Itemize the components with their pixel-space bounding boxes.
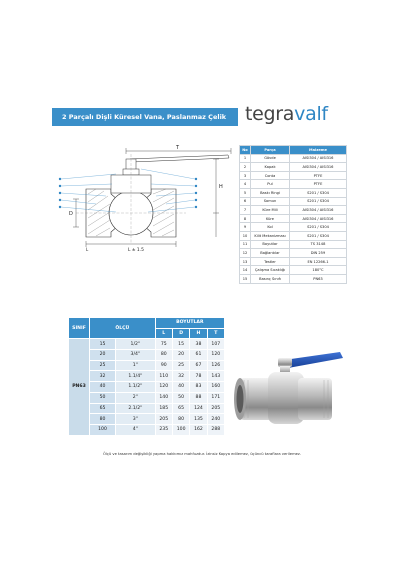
parts-table-header bbox=[240, 146, 347, 155]
parts-material-cell: S201 / S304 bbox=[290, 188, 347, 197]
l-value-cell: 185 bbox=[155, 403, 172, 414]
dims-col-t: T bbox=[207, 328, 224, 339]
parts-material-cell: 180°C bbox=[290, 266, 347, 275]
inch-size-cell: 3" bbox=[115, 414, 155, 425]
inch-size-cell: 1.1/2" bbox=[115, 382, 155, 393]
d-value-cell: 65 bbox=[172, 403, 189, 414]
parts-material-cell: DIN 259 bbox=[290, 249, 347, 258]
dims-table-row bbox=[69, 360, 225, 371]
dim-label-t: T bbox=[176, 145, 180, 151]
parts-no-cell: 4 bbox=[240, 180, 251, 189]
d-value-cell: 20 bbox=[172, 350, 189, 361]
parts-name-cell: Kapak bbox=[251, 163, 290, 172]
dims-table-row bbox=[69, 403, 225, 414]
parts-name-cell: Basınç Sınıfı bbox=[251, 274, 290, 283]
parts-table-row bbox=[240, 180, 347, 189]
dims-table-row bbox=[69, 371, 225, 382]
parts-no-cell: 8 bbox=[240, 214, 251, 223]
h-value-cell: 67 bbox=[190, 360, 207, 371]
inch-size-cell: 2" bbox=[115, 392, 155, 403]
l-value-cell: 90 bbox=[155, 360, 172, 371]
dn-cell: 32 bbox=[90, 371, 116, 382]
parts-material-cell: PTFE bbox=[290, 171, 347, 180]
parts-material-cell: EN 12266-1 bbox=[290, 257, 347, 266]
parts-table-row bbox=[240, 266, 347, 275]
parts-name-cell: Testler bbox=[251, 257, 290, 266]
parts-no-cell: 7 bbox=[240, 206, 251, 215]
parts-no-cell: 15 bbox=[240, 274, 251, 283]
parts-table-row bbox=[240, 163, 347, 172]
inch-size-cell: 3/4" bbox=[115, 350, 155, 361]
dn-cell: 20 bbox=[90, 350, 116, 361]
t-value-cell: 205 bbox=[207, 403, 224, 414]
dims-col-class: SINIF bbox=[69, 318, 90, 339]
parts-table-row bbox=[240, 274, 347, 283]
t-value-cell: 126 bbox=[207, 360, 224, 371]
d-value-cell: 15 bbox=[172, 339, 189, 350]
inch-size-cell: 1" bbox=[115, 360, 155, 371]
dim-label-d: D bbox=[69, 211, 73, 217]
parts-material-cell: S201 / S304 bbox=[290, 231, 347, 240]
h-value-cell: 61 bbox=[190, 350, 207, 361]
parts-no-cell: 3 bbox=[240, 171, 251, 180]
parts-table-row bbox=[240, 257, 347, 266]
l-value-cell: 110 bbox=[155, 371, 172, 382]
parts-name-cell: Baskı Ringi bbox=[251, 188, 290, 197]
dims-col-h: H bbox=[190, 328, 207, 339]
parts-no-cell: 14 bbox=[240, 266, 251, 275]
parts-name-cell: Pul bbox=[251, 180, 290, 189]
parts-name-cell: Çalışma Sıcaklığı bbox=[251, 266, 290, 275]
dim-label-h: H bbox=[219, 184, 223, 190]
parts-no-cell: 5 bbox=[240, 188, 251, 197]
h-value-cell: 135 bbox=[190, 414, 207, 425]
parts-name-cell: Conta bbox=[251, 171, 290, 180]
dims-col-d: D bbox=[172, 328, 189, 339]
copyright-footnote: Ölçü ve tasarım değişikliği yapma hakkımız mahfuzdur. İzinsiz Kopya edilemez, üçüncü taraflara verilemez. bbox=[102, 452, 302, 456]
catalog-sheet bbox=[52, 96, 352, 466]
parts-material-table bbox=[239, 145, 347, 284]
dimensions-table bbox=[68, 317, 225, 436]
inch-size-cell: 2.1/2" bbox=[115, 403, 155, 414]
parts-name-cell: Bağlantılar bbox=[251, 249, 290, 258]
t-value-cell: 107 bbox=[207, 339, 224, 350]
l-value-cell: 140 bbox=[155, 392, 172, 403]
inch-size-cell: 1/2" bbox=[115, 339, 155, 350]
parts-material-cell: AISI304 / AISI316 bbox=[290, 154, 347, 163]
parts-table-row bbox=[240, 171, 347, 180]
dn-cell: 65 bbox=[90, 403, 116, 414]
parts-no-cell: 1 bbox=[240, 154, 251, 163]
parts-table-row bbox=[240, 249, 347, 258]
parts-no-cell: 11 bbox=[240, 240, 251, 249]
t-value-cell: 143 bbox=[207, 371, 224, 382]
parts-no-cell: 2 bbox=[240, 163, 251, 172]
l-value-cell: 205 bbox=[155, 414, 172, 425]
dims-table-row bbox=[69, 414, 225, 425]
pressure-class-cell: PN63 bbox=[69, 339, 90, 435]
dims-col-size: ÖLÇÜ bbox=[90, 318, 156, 339]
product-title-banner: 2 Parçalı Dişli Küresel Vana, Paslanmaz Çelik bbox=[52, 108, 238, 126]
d-value-cell: 80 bbox=[172, 414, 189, 425]
dim-label-l-tolerance: L ± 1.5 bbox=[128, 248, 144, 253]
dn-cell: 50 bbox=[90, 392, 116, 403]
parts-table-row bbox=[240, 214, 347, 223]
parts-material-cell: PTFE bbox=[290, 180, 347, 189]
l-value-cell: 80 bbox=[155, 350, 172, 361]
inch-size-cell: 1.1/4" bbox=[115, 371, 155, 382]
h-value-cell: 83 bbox=[190, 382, 207, 393]
parts-material-cell: TS 3148 bbox=[290, 240, 347, 249]
parts-table-row bbox=[240, 206, 347, 215]
dims-header-row-1 bbox=[69, 318, 225, 329]
dims-table-row bbox=[69, 424, 225, 435]
parts-material-cell: AISI304 / AISI316 bbox=[290, 214, 347, 223]
parts-name-cell: Gövde bbox=[251, 154, 290, 163]
h-value-cell: 162 bbox=[190, 424, 207, 435]
dims-table-row bbox=[69, 392, 225, 403]
parts-table-row bbox=[240, 231, 347, 240]
dn-cell: 100 bbox=[90, 424, 116, 435]
parts-col-no: No bbox=[240, 146, 251, 155]
dims-table-row bbox=[69, 382, 225, 393]
parts-material-cell: S201 / S304 bbox=[290, 197, 347, 206]
d-value-cell: 32 bbox=[172, 371, 189, 382]
d-value-cell: 25 bbox=[172, 360, 189, 371]
t-value-cell: 120 bbox=[207, 350, 224, 361]
d-value-cell: 40 bbox=[172, 382, 189, 393]
h-value-cell: 78 bbox=[190, 371, 207, 382]
dims-col-dimensions: BOYUTLAR bbox=[155, 318, 224, 329]
parts-material-cell: AISI304 / AISI316 bbox=[290, 163, 347, 172]
d-value-cell: 50 bbox=[172, 392, 189, 403]
t-value-cell: 171 bbox=[207, 392, 224, 403]
l-value-cell: 120 bbox=[155, 382, 172, 393]
dn-cell: 25 bbox=[90, 360, 116, 371]
h-value-cell: 124 bbox=[190, 403, 207, 414]
parts-material-cell: AISI304 / AISI316 bbox=[290, 206, 347, 215]
dims-table-row bbox=[69, 350, 225, 361]
valve-technical-drawing bbox=[56, 144, 236, 264]
parts-name-cell: Kol bbox=[251, 223, 290, 232]
parts-name-cell: Somun bbox=[251, 197, 290, 206]
parts-material-cell: PN63 bbox=[290, 274, 347, 283]
parts-no-cell: 6 bbox=[240, 197, 251, 206]
parts-col-part: Parça bbox=[251, 146, 290, 155]
parts-table-row bbox=[240, 154, 347, 163]
dn-cell: 80 bbox=[90, 414, 116, 425]
parts-table-row bbox=[240, 197, 347, 206]
parts-no-cell: 13 bbox=[240, 257, 251, 266]
brand-logo: tegravalf bbox=[245, 103, 328, 125]
parts-name-cell: Kilit Mekanizması bbox=[251, 231, 290, 240]
parts-table-row bbox=[240, 188, 347, 197]
dn-cell: 40 bbox=[90, 382, 116, 393]
parts-col-material: Malzeme bbox=[290, 146, 347, 155]
h-value-cell: 38 bbox=[190, 339, 207, 350]
parts-name-cell: Küre bbox=[251, 214, 290, 223]
t-value-cell: 240 bbox=[207, 414, 224, 425]
valve-product-photo bbox=[232, 346, 347, 436]
parts-no-cell: 9 bbox=[240, 223, 251, 232]
parts-material-cell: S201 / S304 bbox=[290, 223, 347, 232]
d-value-cell: 100 bbox=[172, 424, 189, 435]
parts-table-row bbox=[240, 223, 347, 232]
dn-cell: 15 bbox=[90, 339, 116, 350]
inch-size-cell: 4" bbox=[115, 424, 155, 435]
dim-label-l: L bbox=[86, 247, 89, 252]
l-value-cell: 75 bbox=[155, 339, 172, 350]
dims-col-l: L bbox=[155, 328, 172, 339]
parts-table-row bbox=[240, 240, 347, 249]
parts-name-cell: Küre Mili bbox=[251, 206, 290, 215]
h-value-cell: 88 bbox=[190, 392, 207, 403]
t-value-cell: 160 bbox=[207, 382, 224, 393]
l-value-cell: 235 bbox=[155, 424, 172, 435]
dims-table-row bbox=[69, 339, 225, 350]
parts-name-cell: Boyutlar bbox=[251, 240, 290, 249]
parts-no-cell: 10 bbox=[240, 231, 251, 240]
t-value-cell: 288 bbox=[207, 424, 224, 435]
parts-no-cell: 12 bbox=[240, 249, 251, 258]
